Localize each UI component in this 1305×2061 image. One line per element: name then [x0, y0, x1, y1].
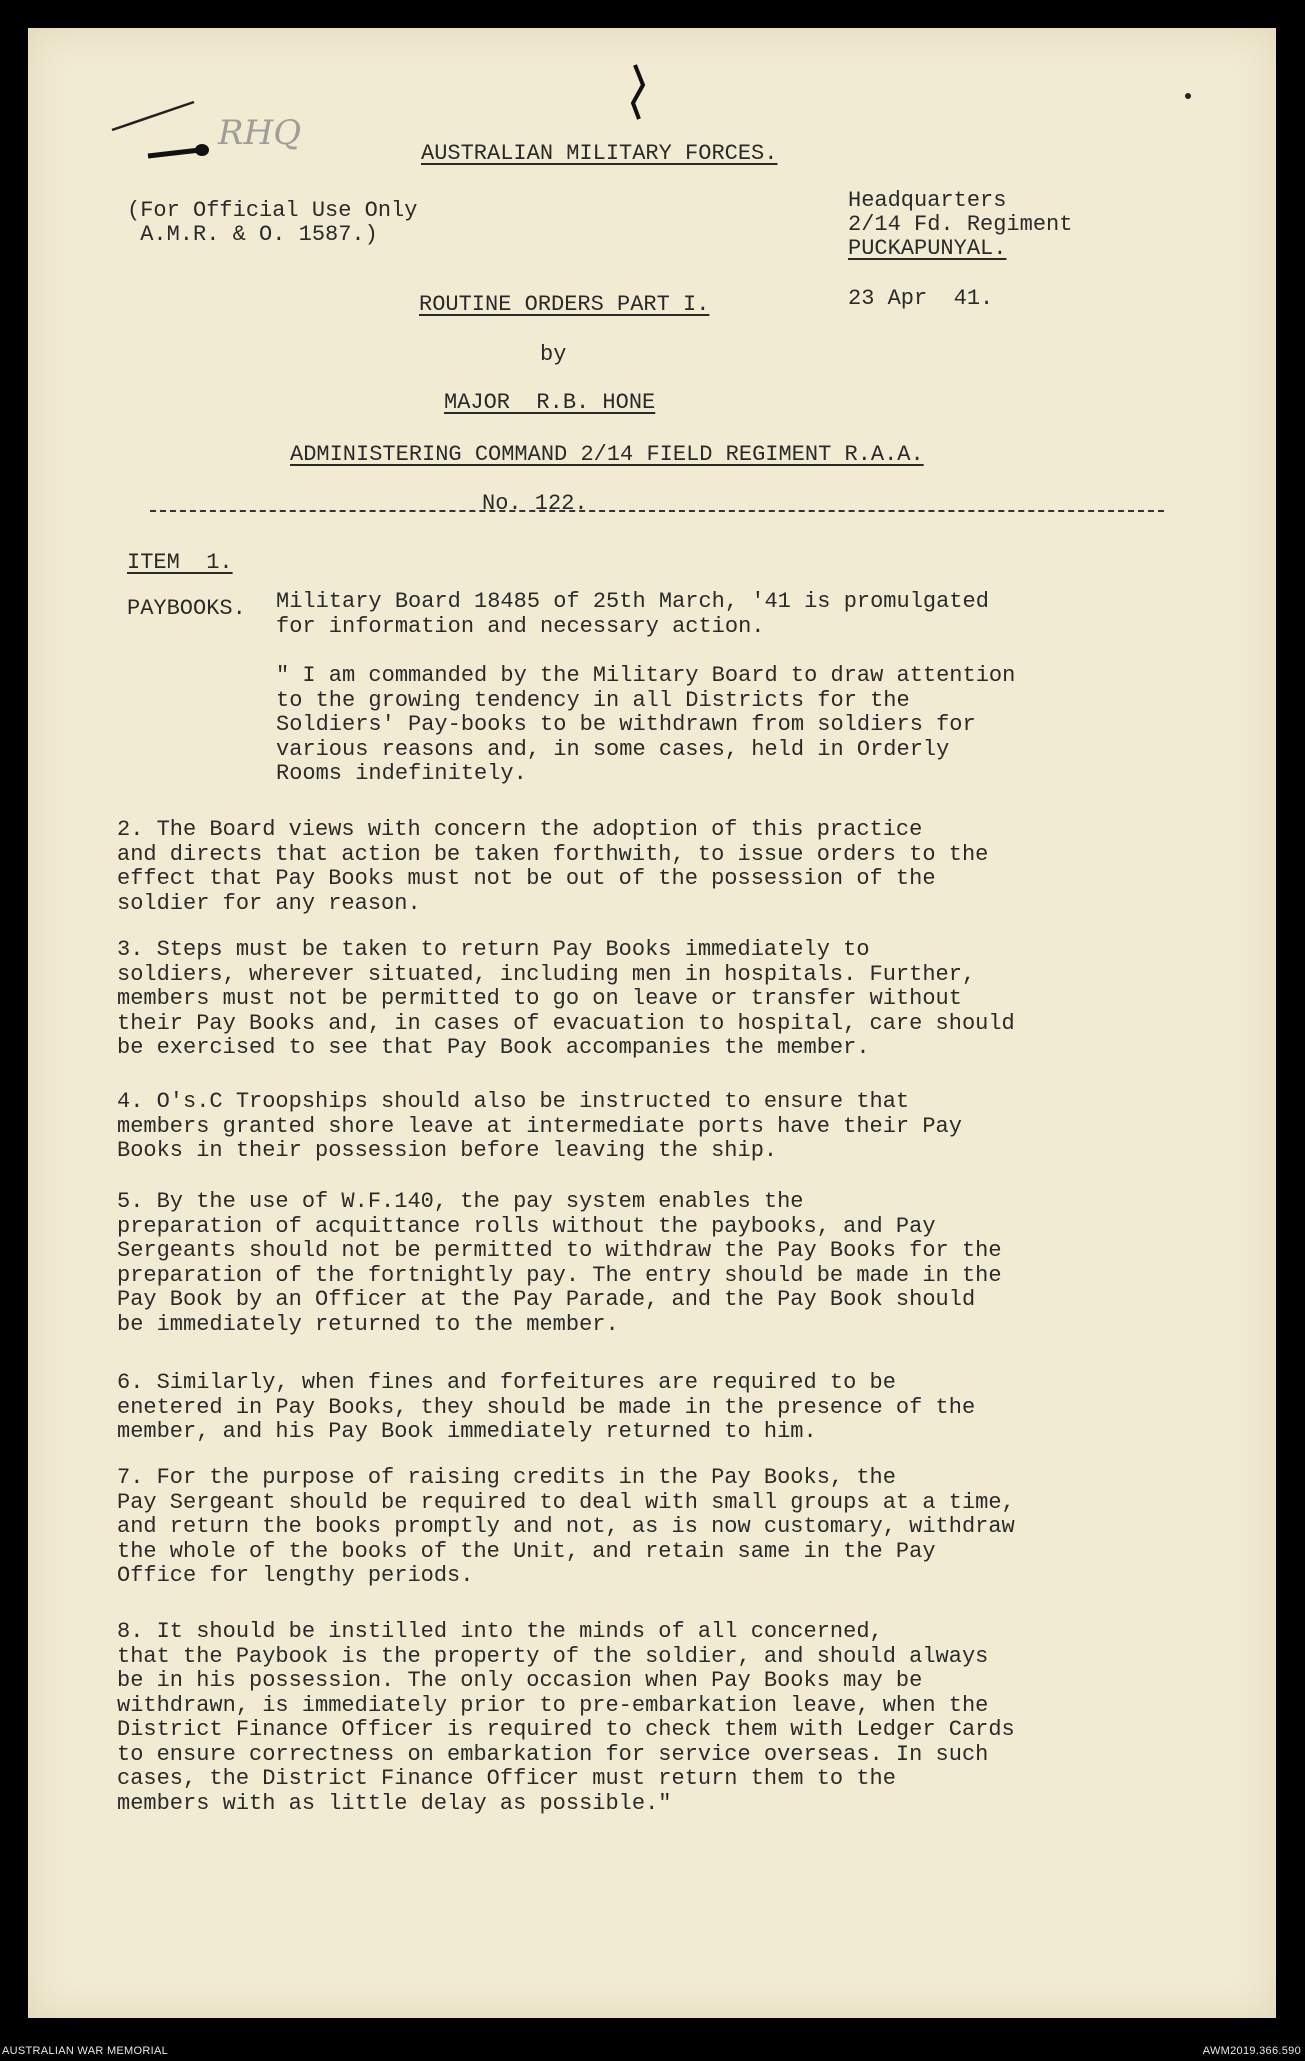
item-intro: Military Board 18485 of 25th March, '41 is promulgated for information and necessary action.: [276, 589, 989, 639]
order-number: No. 122.: [482, 491, 588, 516]
footer-credit: AUSTRALIAN WAR MEMORIAL: [2, 2045, 169, 2057]
handwritten-annotation: [108, 58, 348, 168]
punch-hole-mark: [623, 63, 653, 123]
official-use-line-2: A.M.R. & O. 1587.): [127, 222, 378, 247]
paragraph-5: 5. By the use of W.F.140, the pay system enables the preparation of acquittance rolls without the paybooks, and Pay Sergeants should not be permitted to withdraw the Pay Books for the preparation of the fortnightly pay. The entry should be made in the Pay Book by an Officer at the Pay Parade, and the Pay Book should be immediately returned to the member.: [117, 1189, 1002, 1337]
paragraph-2: 2. The Board views with concern the adoption of this practice and directs that action be taken forthwith, to issue orders to the effect that Pay Books must not be out of the possession of the soldier for any reason.: [117, 817, 989, 916]
orders-title: ROUTINE ORDERS PART I.: [419, 292, 710, 317]
by-line: by: [540, 342, 567, 367]
order-date: 23 Apr 41.: [848, 286, 994, 311]
paragraph-7: 7. For the purpose of raising credits in the Pay Books, the Pay Sergeant should be required to deal with small groups at a time, and return the books promptly and not, as is now customary, withdraw the whole of the books of the Unit, and retain same in the Pay Office for lengthy periods.: [117, 1465, 1015, 1588]
officer-name: MAJOR R.B. HONE: [444, 390, 656, 415]
paragraph-8: 8. It should be instilled into the minds of all concerned, that the Paybook is the property of the soldier, and should always be in his possession. The only occasion when Pay Books may be withdrawn, is immediately prior to pre-embarkation leave, when the District Finance Officer is required to check them with Ledger Cards to ensure correctness on embarkation for service overseas. In such cases, the District Finance Officer must return them to the members with as little delay as possible.": [117, 1619, 1015, 1816]
hq-line-1: Headquarters: [848, 188, 1007, 213]
paragraph-3: 3. Steps must be taken to return Pay Books immediately to soldiers, wherever situated, including men in hospitals. Further, members must not be permitted to go on leave or transfer without their Pay Books and, in cases of evacuation to hospital, care should be exercised to see that Pay Book accompanies the member.: [117, 937, 1015, 1060]
document-page: [28, 28, 1276, 2018]
item-label: ITEM 1.: [127, 550, 233, 575]
svg-text:RHQ: RHQ: [218, 113, 302, 153]
footer-accession-number: AWM2019.366.590: [1202, 2045, 1301, 2057]
item-heading: PAYBOOKS.: [127, 596, 246, 621]
document-title: AUSTRALIAN MILITARY FORCES.: [421, 141, 778, 166]
command-line: ADMINISTERING COMMAND 2/14 FIELD REGIMENT R.A.A.: [290, 442, 924, 467]
official-use-line-1: (For Official Use Only: [127, 198, 418, 223]
paragraph-6: 6. Similarly, when fines and forfeitures are required to be enetered in Pay Books, they should be made in the presence of the member, and his Pay Book immediately returned to him.: [117, 1370, 976, 1444]
quote-opening: " I am commanded by the Military Board to draw attention to the growing tendency in all Districts for the Soldiers' Pay-books to be withdrawn from soldiers for various reasons and, in some cases, held in Orderly Rooms indefinitely.: [276, 663, 1016, 786]
hq-line-3: PUCKAPUNYAL.: [848, 236, 1007, 261]
hq-line-2: 2/14 Fd. Regiment: [848, 212, 1073, 237]
paragraph-4: 4. O's.C Troopships should also be instructed to ensure that members granted shore leave at intermediate ports have their Pay Books in their possession before leaving the ship.: [117, 1089, 962, 1163]
pin-mark: [1178, 86, 1198, 106]
header-divider: [150, 510, 1164, 512]
